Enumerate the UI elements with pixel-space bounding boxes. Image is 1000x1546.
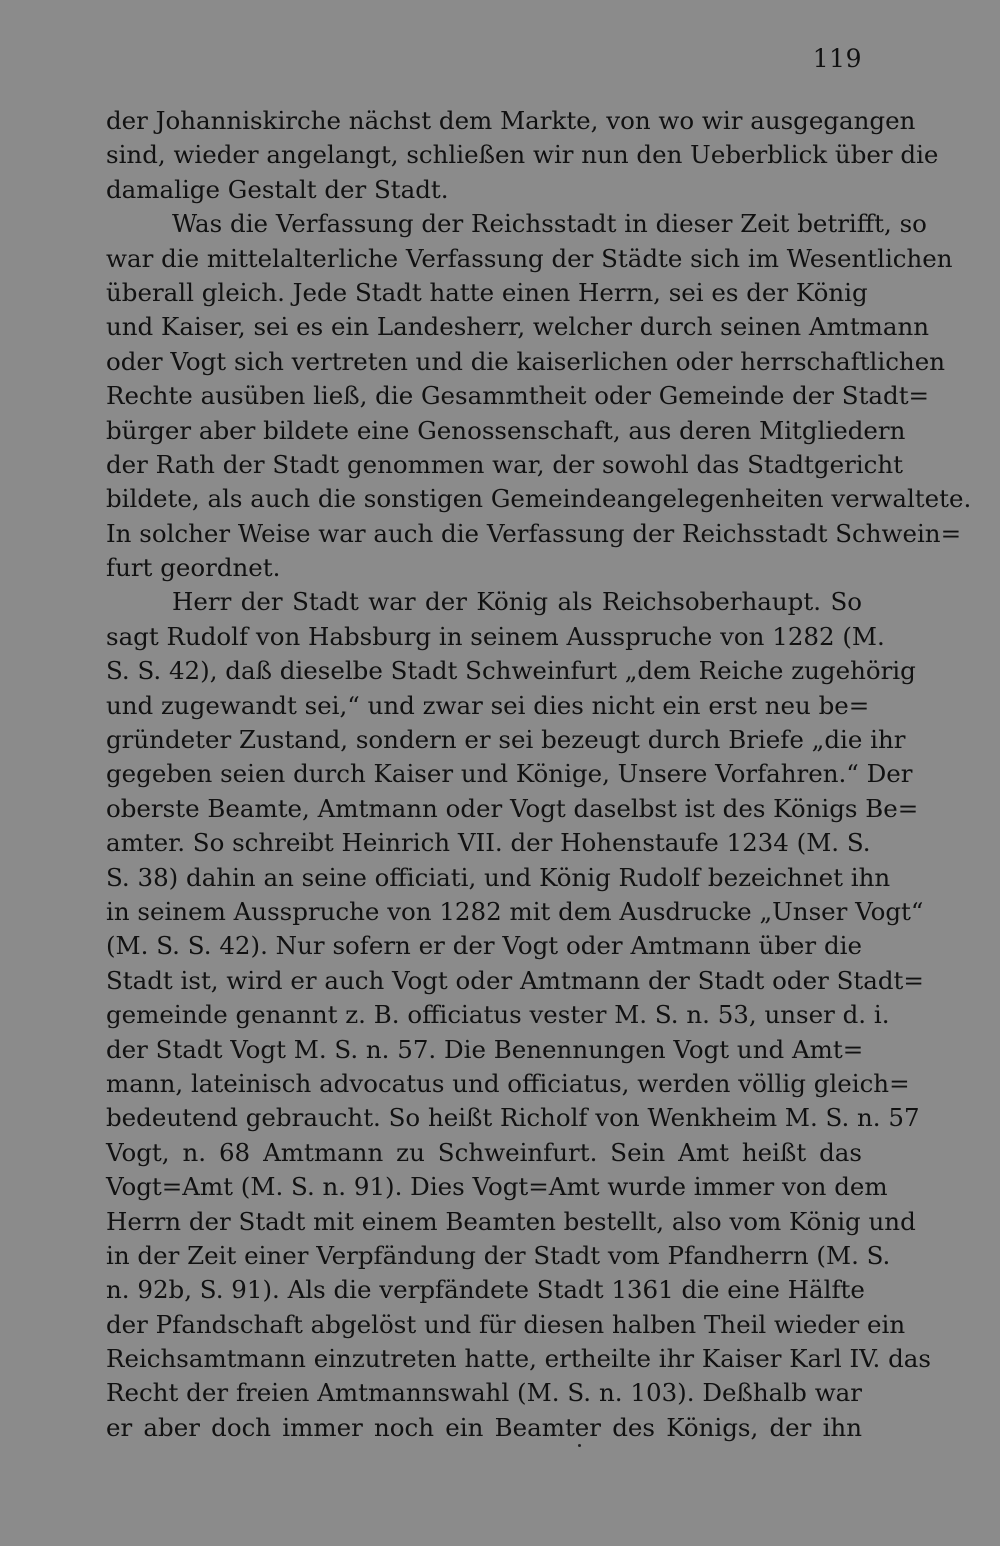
text-line: n. 92b, S. 91). Als die verpfändete Stadt 1361 die eine Hälfte bbox=[106, 1275, 865, 1305]
text-line: Was die Verfassung der Reichsstadt in dieser Zeit betrifft, so bbox=[172, 209, 927, 239]
text-line: oder Vogt sich vertreten und die kaiserlichen oder herrschaftlichen bbox=[106, 346, 945, 376]
text-line: S. 38) dahin an seine officiati, und König Rudolf bezeichnet ihn bbox=[106, 862, 891, 892]
text-line: in der Zeit einer Verpfändung der Stadt vom Pfandherrn (M. S. bbox=[106, 1240, 891, 1270]
text-line: der Stadt Vogt M. S. n. 57. Die Benennungen Vogt und Amt= bbox=[106, 1034, 864, 1064]
text-line: S. S. 42), daß dieselbe Stadt Schweinfurt „dem Reiche zugehörig bbox=[106, 656, 916, 686]
text-line: mann, lateinisch advocatus und officiatus, werden völlig gleich= bbox=[106, 1068, 910, 1098]
text-line: bedeutend gebraucht. So heißt Richolf von Wenkheim M. S. n. 57 bbox=[106, 1103, 920, 1133]
text-line: Recht der freien Amtmannswahl (M. S. n. 103). Deßhalb war bbox=[106, 1378, 862, 1408]
text-line: Rechte ausüben ließ, die Gesammtheit oder Gemeinde der Stadt= bbox=[106, 381, 930, 411]
text-line: (M. S. S. 42). Nur sofern er der Vogt oder Amtmann über die bbox=[106, 931, 862, 961]
page-number: 119 bbox=[812, 44, 862, 73]
text-line: Herr der Stadt war der König als Reichsoberhaupt. So bbox=[172, 587, 862, 617]
text-line: gründeter Zustand, sondern er sei bezeugt durch Briefe „die ihr bbox=[106, 725, 906, 755]
text-line: sind, wieder angelangt, schließen wir nun den Ueberblick über die bbox=[106, 140, 939, 170]
text-line: gegeben seien durch Kaiser und Könige, Unsere Vorfahren.“ Der bbox=[106, 759, 913, 789]
text-line: Vogt, n. 68 Amtmann zu Schweinfurt. Sein Amt heißt das bbox=[106, 1137, 862, 1167]
body-text bbox=[106, 104, 972, 1445]
text-line: bildete, als auch die sonstigen Gemeindeangelegenheiten verwaltete. bbox=[106, 484, 972, 514]
text-line: in seinem Ausspruche von 1282 mit dem Ausdrucke „Unser Vogt“ bbox=[106, 896, 924, 926]
text-line: und zugewandt sei,“ und zwar sei dies nicht ein erst neu be= bbox=[106, 690, 870, 720]
text-line: Stadt ist, wird er auch Vogt oder Amtmann der Stadt oder Stadt= bbox=[106, 965, 924, 995]
text-line: Reichsamtmann einzutreten hatte, ertheilte ihr Kaiser Karl IV. das bbox=[106, 1344, 931, 1374]
text-line: furt geordnet. bbox=[106, 553, 281, 583]
text-line: und Kaiser, sei es ein Landesherr, welcher durch seinen Amtmann bbox=[106, 312, 930, 342]
text-line: sagt Rudolf von Habsburg in seinem Ausspruche von 1282 (M. bbox=[106, 621, 885, 651]
text-line: überall gleich. Jede Stadt hatte einen Herrn, sei es der König bbox=[106, 277, 868, 307]
text-line: der Rath der Stadt genommen war, der sowohl das Stadtgericht bbox=[106, 449, 903, 479]
text-line: gemeinde genannt z. B. officiatus vester M. S. n. 53, unser d. i. bbox=[106, 1000, 890, 1030]
ink-speck bbox=[578, 1444, 581, 1447]
text-line: der Johanniskirche nächst dem Markte, von wo wir ausgegangen bbox=[106, 106, 916, 135]
text-line: er aber doch immer noch ein Beamter des Königs, der ihn bbox=[106, 1412, 862, 1442]
text-line: Vogt=Amt (M. S. n. 91). Dies Vogt=Amt wurde immer von dem bbox=[106, 1172, 888, 1202]
text-line: oberste Beamte, Amtmann oder Vogt daselbst ist des Königs Be= bbox=[106, 793, 919, 823]
text-line: amter. So schreibt Heinrich VII. der Hohenstaufe 1234 (M. S. bbox=[106, 828, 871, 858]
text-line: In solcher Weise war auch die Verfassung der Reichsstadt Schwein= bbox=[106, 518, 962, 548]
text-line: damalige Gestalt der Stadt. bbox=[106, 174, 449, 204]
text-line: der Pfandschaft abgelöst und für diesen halben Theil wieder ein bbox=[106, 1309, 906, 1339]
text-line: Herrn der Stadt mit einem Beamten bestellt, also vom König und bbox=[106, 1206, 916, 1236]
text-line: war die mittelalterliche Verfassung der Städte sich im Wesentlichen bbox=[106, 243, 953, 273]
text-line: bürger aber bildete eine Genossenschaft, aus deren Mitgliedern bbox=[106, 415, 906, 445]
